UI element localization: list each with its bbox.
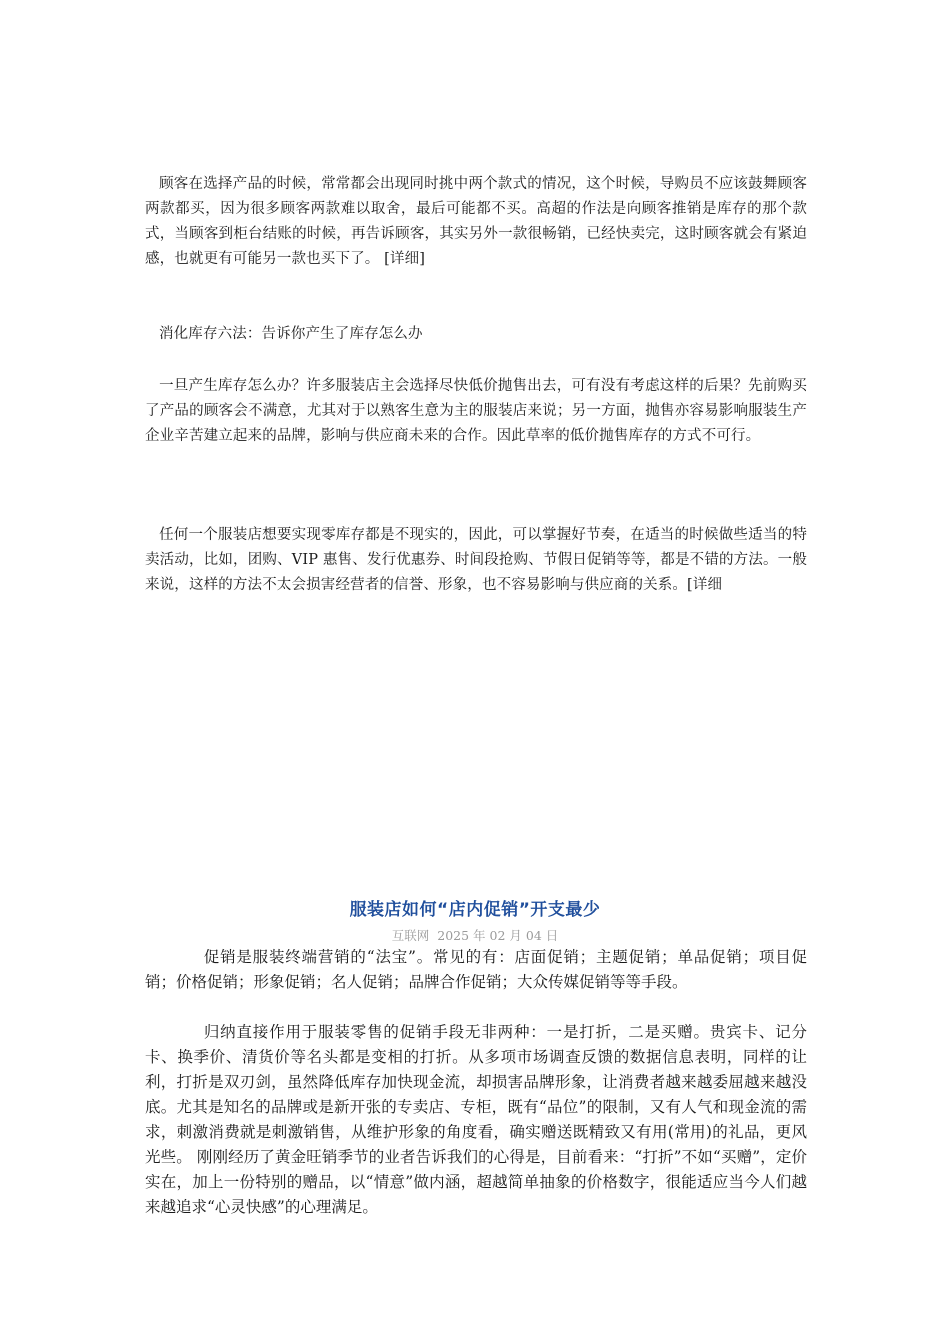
article-title: 服装店如何“店内促销”开支最少: [349, 900, 601, 920]
paragraph-text: 任何一个服装店想要实现零库存都是不现实的，因此，可以掌握好节奏，在适当的时候做些适当的特卖活动，比如，团购、VIP 惠售、发行优惠券、时间段抢购、节假日促销等等，都是不错的方法。一般来说，这样的方法不太会损害经营者的信誉、形象，也不容易影响与供应商的关系。: [145, 527, 807, 593]
paragraph-text: 一旦产生库存怎么办？许多服装店主会选择尽快低价抛售出去，可有没有考虑这样的后果？先前购买了产品的顾客会不满意，尤其对于以熟客生意为主的服装店来说；另一方面，抛售亦容易影响服装生产企业辛苦建立起来的品牌，影响与供应商未来的合作。因此草率的低价抛售库存的方式不可行。: [145, 378, 807, 444]
paragraph-text: 归纳直接作用于服装零售的促销手段无非两种：一是打折，二是买赠。贵宾卡、记分卡、换季价、清货价等名头都是变相的打折。从多项市场调查反馈的数据信息表明，同样的让利，打折是双刃剑，虽然降低库存加快现金流，却损害品牌形象，让消费者越来越委屈越来越没底。尤其是知名的品牌或是新开张的专卖店、专柜，既有“品位”的限制，又有人气和现金流的需求，刺激消费就是刺激销售，从维护形象的角度看，确实赠送既精致又有用(常用)的礼品，更风光些。 刚刚经历了黄金旺销季节的业者告诉我们的心得是，目前看来：“打折”不如“买赠”，定价实在，加上一份特别的赠品，以“情意”做内涵，超越简单抽象的价格数字，很能适应当今人们越来越追求“心灵快感”的心理满足。: [145, 1023, 807, 1216]
article-paragraph-discount-vs-gift: [145, 1020, 807, 1220]
paragraph-special-sales: [145, 523, 807, 598]
heading-text: 消化库存六法：告诉你产生了库存怎么办: [159, 326, 423, 342]
paragraph-text: 顾客在选择产品的时候，常常都会出现同时挑中两个款式的情况，这个时候，导购员不应该鼓舞顾客两款都买，因为很多顾客两款难以取舍，最后可能都不买。高超的作法是向顾客推销是库存的那个款式，当顾客到柜台结账的时候，再告诉顾客，其实另外一款很畅销，已经快卖完，这时顾客就会有紧迫感，也就更有可能另一款也买下了。: [145, 176, 807, 267]
article-paragraph-intro: [145, 945, 807, 995]
article-meta: [0, 926, 950, 944]
article-source: 互联网: [391, 928, 430, 943]
article-date: 2025 年 02 月 04 日: [437, 928, 559, 943]
detail-link[interactable]: [详细: [687, 577, 723, 593]
section-heading: [145, 322, 807, 347]
detail-link[interactable]: [详细]: [384, 251, 426, 267]
paragraph-text: 促销是服装终端营销的“法宝”。常见的有：店面促销；主题促销；单品促销；项目促销；价格促销；形象促销；名人促销；品牌合作促销；大众传媒促销等等手段。: [145, 948, 807, 991]
paragraph-inventory-sales-tip: [145, 172, 807, 272]
paragraph-inventory-problem: [145, 374, 807, 449]
